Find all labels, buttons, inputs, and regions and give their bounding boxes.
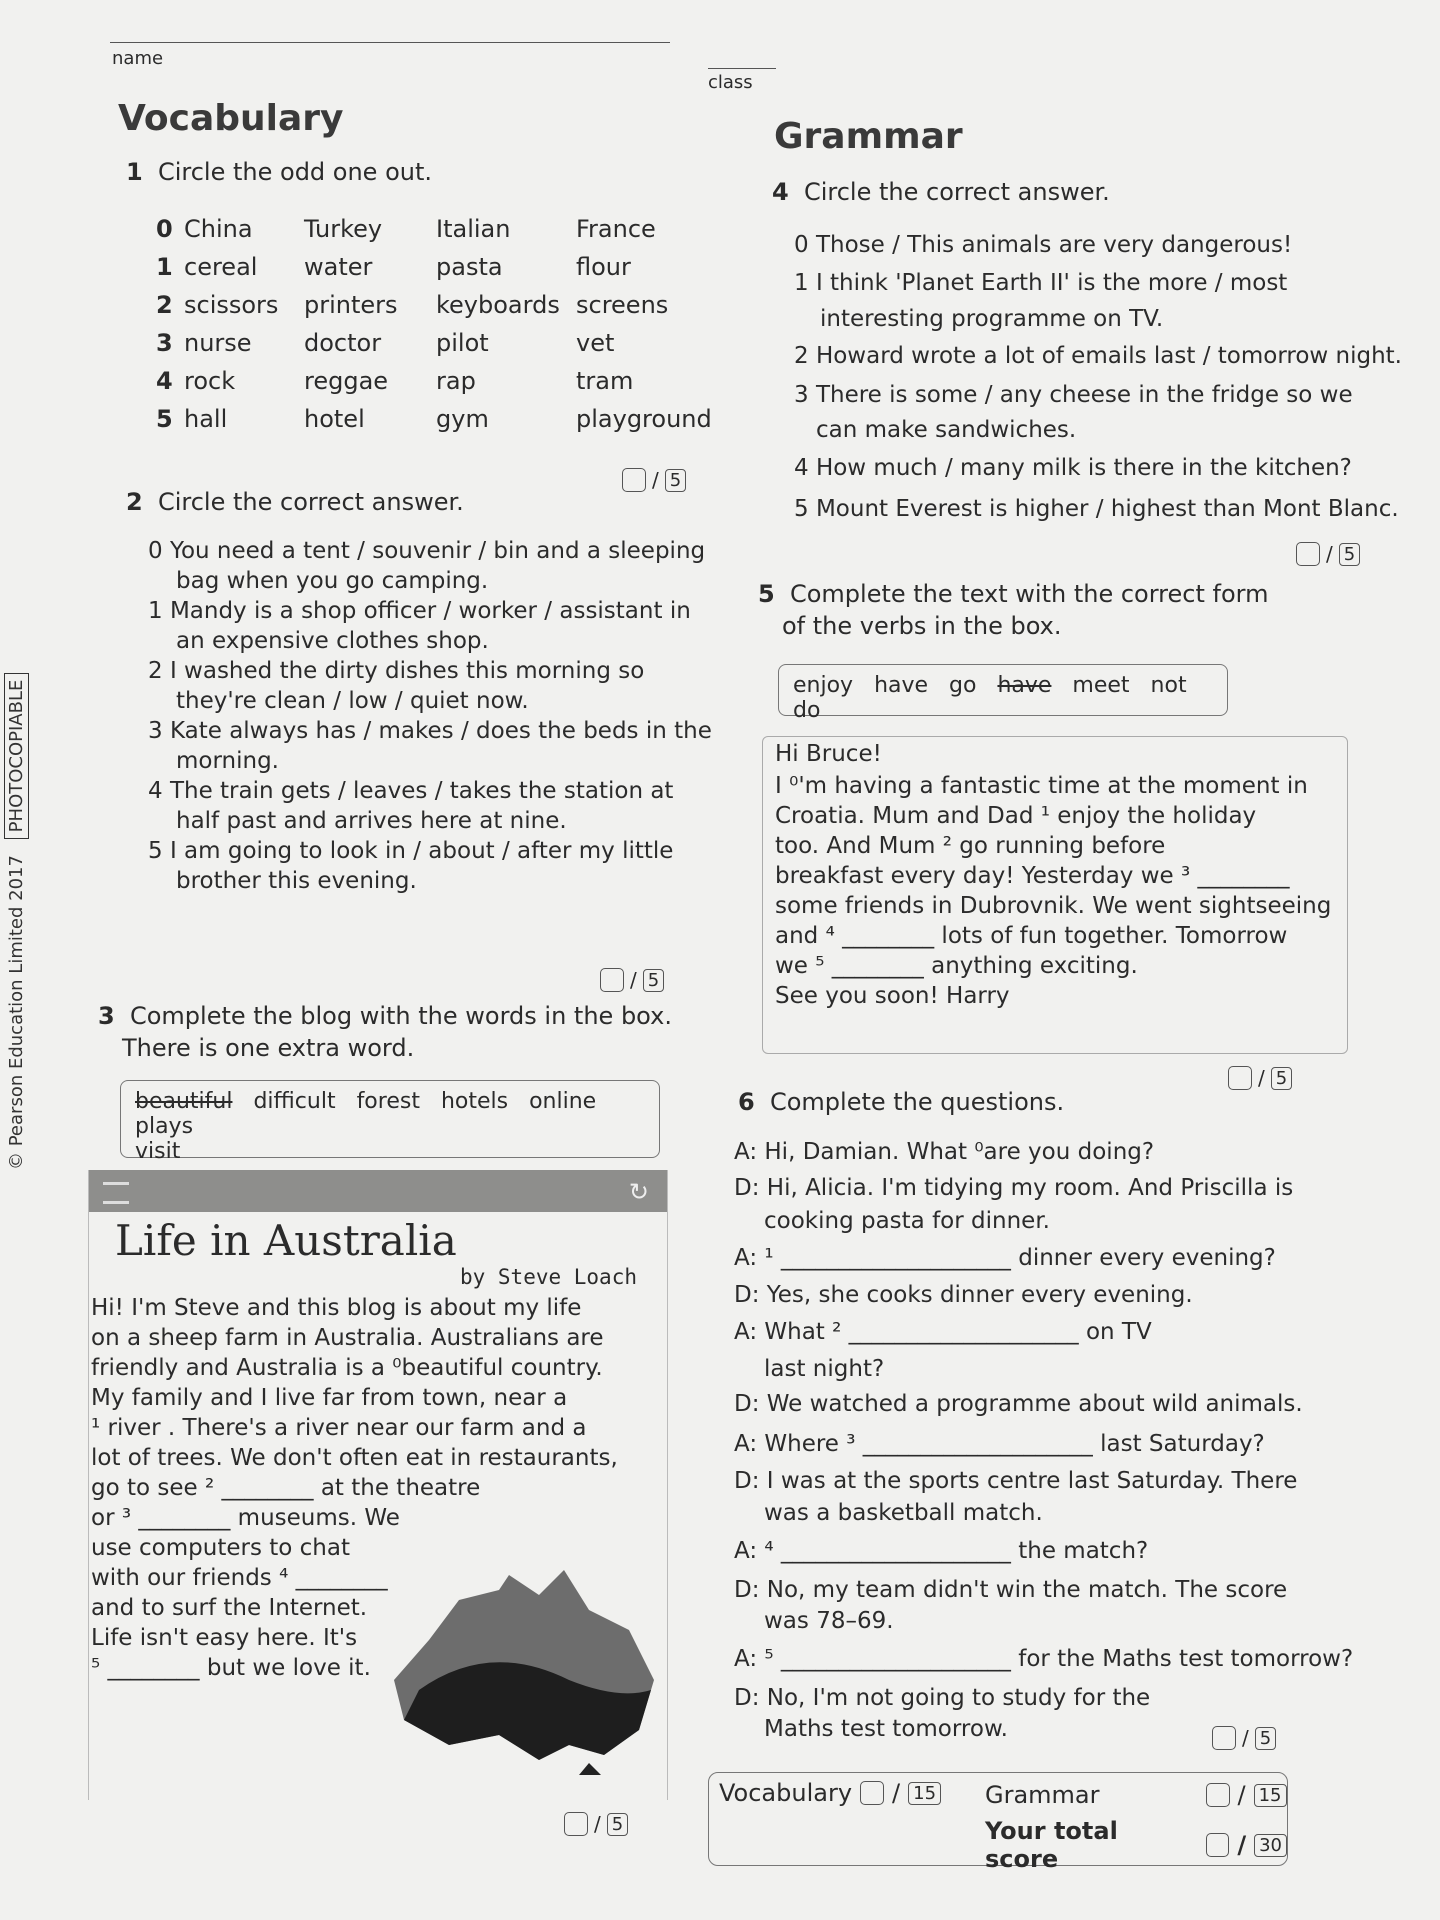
ex1-row — [156, 362, 706, 400]
ex4-score: / 5 — [1296, 542, 1360, 566]
blog-line: with our friends ⁴ ________ — [91, 1565, 388, 1591]
blog-toolbar — [89, 1170, 667, 1212]
ex1-word[interactable]: water — [304, 253, 373, 281]
dialogue-line: was 78–69. — [764, 1608, 894, 1634]
ex1-row-number: 4 — [156, 367, 173, 395]
name-line — [110, 42, 670, 43]
ex6-title: 6 Complete the questions. — [738, 1088, 1065, 1116]
ex1-row-number: 0 — [156, 215, 173, 243]
ex2-line: 4 The train gets / leaves / takes the station at — [148, 778, 674, 804]
blog-line: ⁵ ________ but we love it. — [91, 1655, 371, 1681]
grammar-total: Grammar / 15 — [985, 1781, 1287, 1809]
ex5-title: 5 Complete the text with the correct form of the verbs in the box. — [758, 580, 1269, 640]
ex1-row — [156, 400, 712, 438]
score-box[interactable] — [600, 968, 624, 992]
ex1-word[interactable]: keyboards — [436, 291, 560, 319]
dialogue-line: A: Hi, Damian. What ⁰are you doing? — [734, 1139, 1155, 1165]
class-line — [708, 68, 776, 69]
ex1-word[interactable]: hall — [184, 405, 228, 433]
score-box[interactable] — [1296, 542, 1320, 566]
ex5-word-box: enjoy have go have meet not do — [778, 664, 1228, 716]
blog-line: Life isn't easy here. It's — [91, 1625, 358, 1651]
ex2-line: they're clean / low / quiet now. — [176, 688, 529, 714]
ex1-row-number: 3 — [156, 329, 173, 357]
ex3-word-box: beautiful difficult forest hotels online plays visit — [120, 1080, 660, 1158]
ex1-word[interactable]: tram — [576, 367, 634, 395]
ex1-word[interactable]: vet — [576, 329, 615, 357]
ex2-line: 1 Mandy is a shop officer / worker / assistant in — [148, 598, 691, 624]
blog-line: and to surf the Internet. — [91, 1595, 368, 1621]
blog-line: ¹ river . There's a river near our farm and a — [91, 1415, 587, 1441]
ex1-row-number: 5 — [156, 405, 173, 433]
score-box[interactable] — [1206, 1833, 1230, 1857]
dialogue-line: A: ⁴ ____________________ the match? — [734, 1538, 1149, 1564]
score-box[interactable] — [1212, 1726, 1236, 1750]
ex1-word[interactable]: scissors — [184, 291, 279, 319]
letter-line: too. And Mum ² go running before — [775, 833, 1166, 859]
ex4-line: 1 I think 'Planet Earth II' is the more / most — [794, 270, 1288, 296]
blog-line: friendly and Australia is a ⁰beautiful country. — [91, 1355, 603, 1381]
dialogue-line: D: No, I'm not going to study for the — [734, 1685, 1151, 1711]
ex1-word[interactable]: rap — [436, 367, 476, 395]
menu-icon[interactable] — [103, 1182, 129, 1204]
ex1-word[interactable]: printers — [304, 291, 398, 319]
score-box[interactable] — [860, 1781, 884, 1805]
class-label: class — [708, 72, 753, 93]
letter-line: Hi Bruce! — [775, 741, 882, 767]
score-box[interactable] — [1228, 1066, 1252, 1090]
dialogue-line: D: No, my team didn't win the match. The score — [734, 1577, 1288, 1603]
ex1-row — [156, 286, 706, 324]
dialogue-line: last night? — [764, 1356, 885, 1382]
dialogue-line: Maths test tomorrow. — [764, 1716, 1008, 1742]
ex4-title: 4 Circle the correct answer. — [772, 178, 1110, 206]
ex1-word[interactable]: cereal — [184, 253, 258, 281]
ex2-line: morning. — [176, 748, 279, 774]
blog-line: My family and I live far from town, near a — [91, 1385, 568, 1411]
vocabulary-heading: Vocabulary — [118, 98, 344, 139]
blog-line: go to see ² ________ at the theatre — [91, 1475, 481, 1501]
ex6-score: / 5 — [1212, 1726, 1276, 1750]
dialogue-line: cooking pasta for dinner. — [764, 1208, 1050, 1234]
ex4-line: 3 There is some / any cheese in the fridge so we — [794, 382, 1353, 408]
ex1-table — [156, 210, 712, 438]
dialogue-line: was a basketball match. — [764, 1500, 1043, 1526]
ex4-line: interesting programme on TV. — [820, 306, 1164, 332]
blog-line: on a sheep farm in Australia. Australians are — [91, 1325, 604, 1351]
letter-line: some friends in Dubrovnik. We went sightseeing — [775, 893, 1332, 919]
ex4-lines — [794, 226, 1402, 528]
ex1-word[interactable]: reggae — [304, 367, 389, 395]
ex2-line: brother this evening. — [176, 868, 417, 894]
ex1-row-number: 1 — [156, 253, 173, 281]
ex2-line: 0 You need a tent / souvenir / bin and a sleeping — [148, 538, 706, 564]
letter-line: and ⁴ ________ lots of fun together. Tomorrow — [775, 923, 1288, 949]
ex2-line: an expensive clothes shop. — [176, 628, 489, 654]
letter-line: I ⁰'m having a fantastic time at the moment in — [775, 773, 1308, 799]
ex5-score: / 5 — [1228, 1066, 1292, 1090]
vocab-total: Vocabulary / 15 — [719, 1779, 941, 1807]
ex1-word[interactable]: playground — [576, 405, 712, 433]
ex2-title: 2 Circle the correct answer. — [126, 488, 464, 516]
name-label: name — [112, 48, 164, 69]
ex1-word[interactable]: doctor — [304, 329, 382, 357]
ex1-word[interactable]: rock — [184, 367, 236, 395]
ex2-line: 3 Kate always has / makes / does the beds in the — [148, 718, 712, 744]
total-score-box — [708, 1772, 1288, 1873]
ex4-line: 4 How much / many milk is there in the kitchen? — [794, 455, 1352, 481]
ex1-word[interactable]: flour — [576, 253, 631, 281]
dialogue-line: D: Hi, Alicia. I'm tidying my room. And Priscilla is — [734, 1175, 1294, 1201]
dialogue-line: A: What ² ____________________ on TV — [734, 1319, 1152, 1345]
side-copyright — [6, 673, 27, 1170]
photocopiable-badge: PHOTOCOPIABLE — [4, 673, 29, 840]
ex1-word[interactable]: nurse — [184, 329, 252, 357]
blog-line: use computers to chat — [91, 1535, 350, 1561]
ex2-line: half past and arrives here at nine. — [176, 808, 567, 834]
letter-line: Croatia. Mum and Dad ¹ enjoy the holiday — [775, 803, 1257, 829]
ex4-line: 2 Howard wrote a lot of emails last / tomorrow night. — [794, 343, 1402, 369]
letter-line: we ⁵ ________ anything exciting. — [775, 953, 1138, 979]
copyright-text: © Pearson Education Limited 2017 — [6, 855, 27, 1170]
dialogue-line: A: ¹ ____________________ dinner every evening? — [734, 1245, 1276, 1271]
ex2-line: 2 I washed the dirty dishes this morning so — [148, 658, 645, 684]
ex1-row-number: 2 — [156, 291, 173, 319]
ex1-score: / 5 — [622, 468, 686, 492]
blog-line: Hi! I'm Steve and this blog is about my life — [91, 1295, 582, 1321]
blog-line: lot of trees. We don't often eat in restaurants, — [91, 1445, 618, 1471]
ex2-score: / 5 — [600, 968, 664, 992]
blog-line: or ³ ________ museums. We — [91, 1505, 400, 1531]
ex3-score: / 5 — [564, 1812, 628, 1836]
dialogue-line: D: Yes, she cooks dinner every evening. — [734, 1282, 1193, 1308]
score-box[interactable] — [622, 468, 646, 492]
ex4-line: 5 Mount Everest is higher / highest than Mont Blanc. — [794, 496, 1399, 522]
ex1-row — [156, 210, 706, 248]
blog-panel — [88, 1170, 668, 1800]
ex1-word[interactable]: France — [576, 215, 656, 243]
ex1-word[interactable]: gym — [436, 405, 489, 433]
ex1-word[interactable]: pasta — [436, 253, 503, 281]
overall-total: Your total score / 30 — [985, 1817, 1287, 1873]
dialogue-line: D: We watched a programme about wild animals. — [734, 1391, 1303, 1417]
ex1-word[interactable]: screens — [576, 291, 669, 319]
ex1-word[interactable]: hotel — [304, 405, 365, 433]
ex1-title: 1 Circle the odd one out. — [126, 158, 433, 186]
ex2-line: 5 I am going to look in / about / after my little — [148, 838, 674, 864]
ex5-letter — [762, 736, 1348, 1054]
australia-map-icon — [389, 1570, 659, 1780]
dialogue-line: A: ⁵ ____________________ for the Maths test tomorrow? — [734, 1646, 1354, 1672]
dialogue-line: A: Where ³ ____________________ last Saturday? — [734, 1431, 1265, 1457]
score-box[interactable] — [564, 1812, 588, 1836]
dialogue-line: D: I was at the sports centre last Saturday. There — [734, 1468, 1298, 1494]
ex4-line: can make sandwiches. — [816, 417, 1077, 443]
ex3-title: 3 Complete the blog with the words in the box. There is one extra word. — [98, 1002, 672, 1062]
ex4-line: 0 Those / This animals are very dangerous! — [794, 232, 1293, 258]
letter-line: breakfast every day! Yesterday we ³ ________ — [775, 863, 1290, 889]
letter-line: See you soon! Harry — [775, 983, 1010, 1009]
ex1-row — [156, 248, 706, 286]
ex2-line: bag when you go camping. — [176, 568, 489, 594]
grammar-heading: Grammar — [774, 116, 963, 157]
blog-title: Life in Australia — [115, 1216, 457, 1265]
refresh-icon[interactable]: ↻ — [628, 1178, 649, 1206]
blog-byline: by Steve Loach — [459, 1265, 637, 1289]
ex1-word[interactable]: China — [184, 215, 253, 243]
ex1-word[interactable]: pilot — [436, 329, 489, 357]
score-box[interactable] — [1206, 1783, 1230, 1807]
ex2-lines — [148, 536, 712, 896]
ex1-row — [156, 324, 706, 362]
ex1-word[interactable]: Turkey — [304, 215, 383, 243]
ex1-word[interactable]: Italian — [436, 215, 511, 243]
ex6-dialogue — [734, 1134, 1394, 1744]
